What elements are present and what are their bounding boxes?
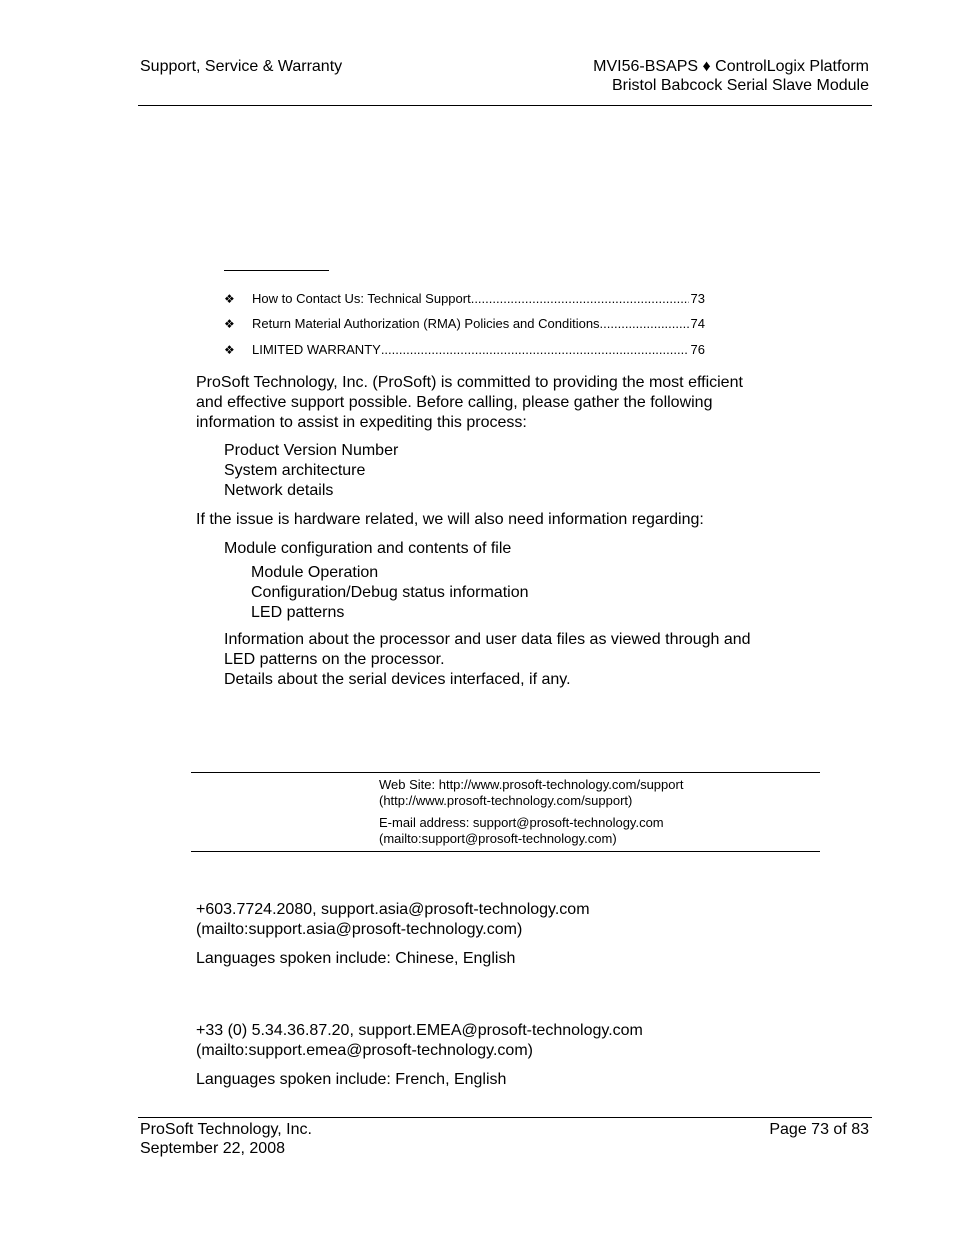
footer-company: ProSoft Technology, Inc. [140, 1121, 312, 1138]
header-right-line1: MVI56-BSAPS ♦ ControlLogix Platform [593, 58, 869, 75]
contact-email-cell [379, 815, 664, 847]
web-site-link[interactable]: Web Site: http://www.prosoft-technology.com/support [379, 777, 684, 792]
toc-item-page: 73 [690, 291, 705, 306]
intro-line: and effective support possible. Before calling, please gather the following [196, 394, 713, 411]
diamond-bullet-icon: ❖ [224, 317, 235, 331]
header-right-line2: Bristol Babcock Serial Slave Module [611, 77, 869, 94]
footer-page-number: Page 73 of 83 [769, 1121, 869, 1138]
toc-item-page: 76 [690, 342, 705, 357]
toc-leader-dots [600, 316, 689, 332]
diamond-bullet-icon: ❖ [224, 292, 235, 306]
toc-item-title: Return Material Authorization (RMA) Policies and Conditions [252, 316, 600, 331]
asia-phone-email[interactable]: +603.7724.2080, support.asia@prosoft-technology.com [196, 901, 590, 918]
module-config-item: Module configuration and contents of file [224, 540, 512, 557]
footer-date: September 22, 2008 [140, 1140, 285, 1157]
asia-languages: Languages spoken include: Chinese, English [196, 950, 516, 967]
emea-languages: Languages spoken include: French, English [196, 1071, 507, 1088]
email-link[interactable]: E-mail address: support@prosoft-technology.com [379, 815, 664, 830]
processor-info-line: LED patterns on the processor. [224, 651, 445, 668]
toc-item[interactable] [224, 291, 705, 307]
toc-leader-dots [381, 342, 689, 358]
asia-mailto[interactable]: (mailto:support.asia@prosoft-technology.com) [196, 921, 523, 938]
toc-leader-dots [471, 291, 689, 307]
processor-info-line: Information about the processor and user data files as viewed through and [224, 631, 751, 648]
intro-line: ProSoft Technology, Inc. (ProSoft) is committed to providing the most efficient [196, 374, 743, 391]
gather-list [224, 441, 398, 501]
module-sublist [251, 563, 529, 623]
toc-item-page: 74 [690, 316, 705, 331]
serial-details-item: Details about the serial devices interfaced, if any. [224, 671, 571, 688]
toc-item-title: LIMITED WARRANTY [252, 342, 381, 357]
web-site-url[interactable]: (http://www.prosoft-technology.com/support) [379, 793, 633, 808]
list-item: Product Version Number [224, 442, 399, 459]
list-item: System architecture [224, 462, 366, 479]
toc-item-title: How to Contact Us: Technical Support [252, 291, 471, 306]
asia-contact [196, 900, 590, 940]
hardware-intro: If the issue is hardware related, we will also need information regarding: [196, 511, 704, 528]
list-item: Network details [224, 482, 334, 499]
contact-web-cell [379, 777, 683, 809]
list-item: Configuration/Debug status information [251, 584, 529, 601]
diamond-bullet-icon: ❖ [224, 343, 235, 357]
footer-rule [138, 1117, 872, 1118]
header-left: Support, Service & Warranty [140, 58, 343, 75]
emea-mailto[interactable]: (mailto:support.emea@prosoft-technology.com) [196, 1042, 533, 1059]
list-item: LED patterns [251, 604, 345, 621]
emea-phone-email[interactable]: +33 (0) 5.34.36.87.20, support.EMEA@prosoft-technology.com [196, 1022, 643, 1039]
toc-item[interactable] [224, 342, 705, 358]
toc-rule [224, 270, 329, 271]
contact-table-bottom-rule [191, 851, 820, 852]
toc-item[interactable] [224, 316, 705, 332]
intro-paragraph [196, 373, 743, 433]
email-mailto[interactable]: (mailto:support@prosoft-technology.com) [379, 831, 617, 846]
intro-line: information to assist in expediting this process: [196, 414, 527, 431]
processor-info-item [224, 630, 751, 690]
header-rule [138, 105, 872, 106]
list-item: Module Operation [251, 564, 379, 581]
contact-table-top-rule [191, 772, 820, 773]
emea-contact [196, 1021, 643, 1061]
